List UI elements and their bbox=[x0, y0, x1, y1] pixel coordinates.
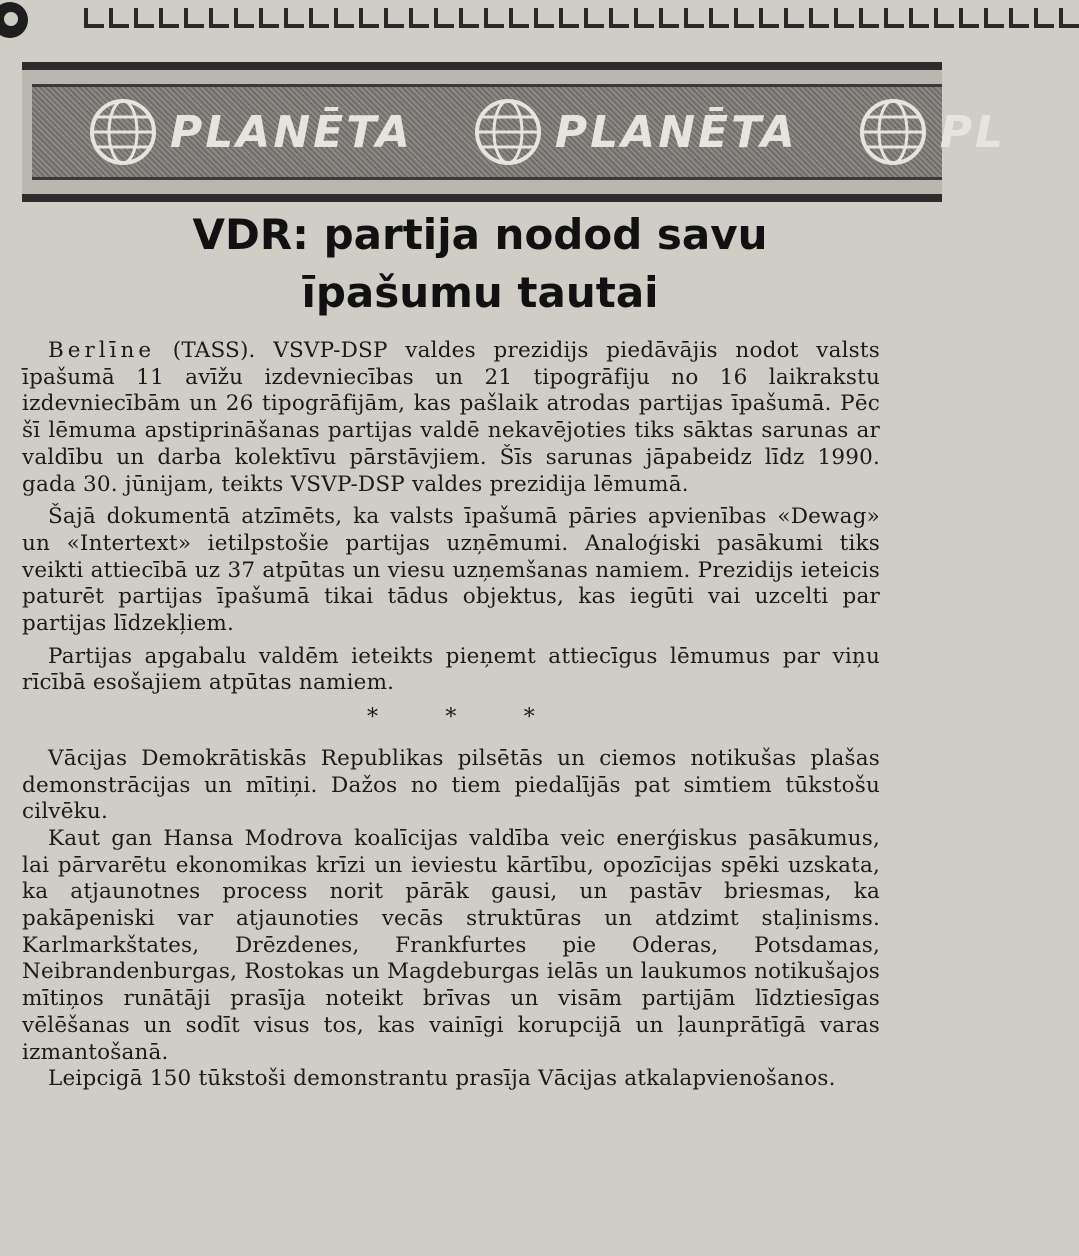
article-headline bbox=[100, 206, 860, 322]
section-separator: * * * bbox=[367, 705, 535, 731]
paragraph-5: Kaut gan Hansa Modrova koalīcijas valdība veic enerģiskus pasākumus, lai pārvarētu ekonomikas krīzi un ieviestu kārtību, opozīcijas spēki uzskata, ka atjaunotnes process norit pārāk gausi, un pastāv briesmas, ka pakāpeniski var atjaunoties vecās struktūras un atdzimt staļinisms. Karlmarkštates, Drēzdenes, Frankfurtes pie Oderas, Potsdamas, Neibrandenburgas, Rostokas un Magdeburgas ielās un laukumos notikušajos mītiņos runātāji prasīja noteikt brīvas un visām partijām līdztiesīgas vēlēšanas un sodīt visus tos, kas vainīgi korupcijā un ļaunprātīgā varas izmantošanā. bbox=[22, 825, 880, 1065]
section-banner bbox=[22, 62, 1007, 202]
globe-icon bbox=[858, 97, 928, 167]
banner-word: PL bbox=[939, 106, 1007, 158]
paragraph-6: Leipcigā 150 tūkstoši demonstrantu prasīja Vācijas atkalapvienošanos. bbox=[48, 1066, 836, 1092]
page-number-mark bbox=[0, 2, 28, 38]
banner-word: PLANĒTA bbox=[170, 106, 413, 158]
paragraph-3: Partijas apgabalu valdēm ieteikts pieņemt attiecīgus lēmumus par viņu rīcībā esošajiem atpūtas namiem. bbox=[22, 643, 880, 696]
article-body bbox=[22, 338, 880, 1093]
globe-icon bbox=[473, 97, 543, 167]
paragraph-4: Vācijas Demokrātiskās Republikas pilsētās un ciemos notikušas plašas demonstrācijas un mītiņi. Dažos no tiem piedalījās pat simtiem tūkstošu cilvēku. bbox=[22, 745, 880, 825]
paragraph-1-text: (TASS). VSVP-DSP valdes prezidijs piedāvājis nodot valsts īpašumā 11 avīžu izdevniecības un 21 tipogrāfiju no 16 laikrakstu izdevniecībām un 26 tipogrāfijām, kas pašlaik atrodas partijas īpašumā. Pēc šī lēmuma apstiprināšanas partijas valdē nekavējoties tiks sāktas sarunas ar valdību un darba kolektīvu pārstāvjiem. Šīs sarunas jāpabeidz līdz 1990. gada 30. jūnijam, teikts VSVP-DSP valdes prezidija lēmumā. bbox=[22, 338, 880, 497]
paragraph-2: Šajā dokumentā atzīmēts, ka valsts īpašumā pāries apvienības «Dewag» un «Intertext» ietilpstošie partijas uzņēmumi. Analoģiski pasākumi tiks veikti attiecībā uz 37 atpūtas un viesu uzņemšanas namiem. Prezidijs ieteicis paturēt partijas īpašumā tikai tādus objektus, kas iegūti vai uzcelti par partijas līdzekļiem. bbox=[22, 504, 880, 637]
globe-icon bbox=[88, 97, 158, 167]
paragraph-1 bbox=[22, 338, 880, 498]
banner-word: PLANĒTA bbox=[554, 106, 798, 158]
decorative-border bbox=[84, 8, 921, 30]
top-border-strip bbox=[0, 0, 921, 40]
headline-line-2: īpašumu tautai bbox=[301, 268, 659, 317]
headline-line-1: VDR: partija nodod savu bbox=[192, 210, 768, 259]
dateline: Berlīne bbox=[48, 338, 156, 363]
